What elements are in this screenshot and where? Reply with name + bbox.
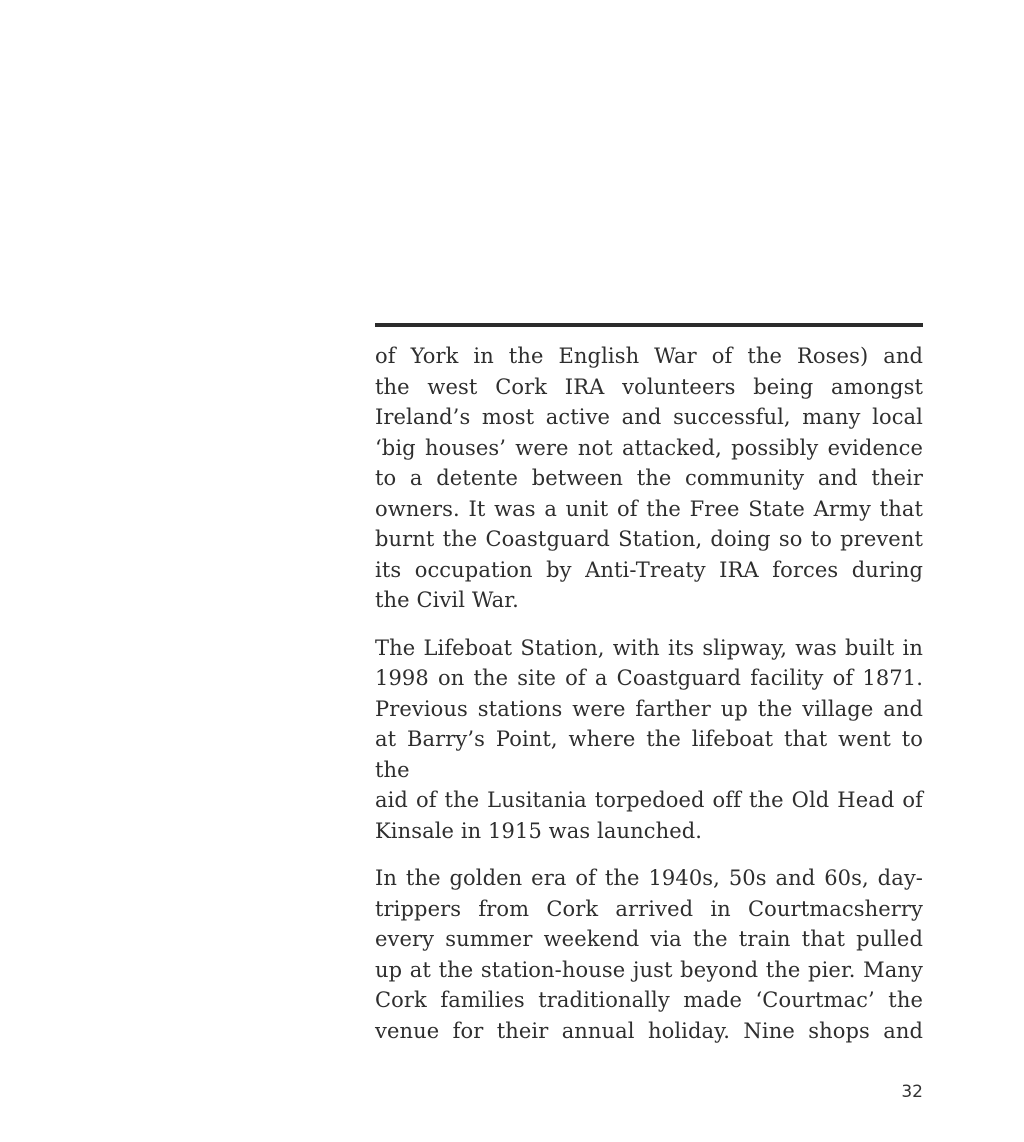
text-line: of York in the English War of the Roses) and: [375, 344, 923, 368]
text-line: trippers from Cork arrived in Courtmacsherry: [375, 896, 923, 921]
text-line: venue for their annual holiday. Nine shops and: [375, 1018, 923, 1043]
text-line: aid of the Lusitania torpedoed off the Old Head of: [375, 788, 923, 812]
text-line: to a detente between the community and their: [375, 466, 923, 490]
text-line: The Lifeboat Station, with its slipway, was built in: [375, 635, 923, 660]
text-line: Cork families traditionally made ‘Courtmac’ the: [375, 988, 923, 1012]
text-line: In the golden era of the 1940s, 50s and 60s, day-: [375, 866, 923, 890]
text-line: Previous stations were farther up the village and: [375, 696, 923, 721]
text-line: ‘big houses’ were not attacked, possibly evidence: [375, 435, 923, 460]
text-line: up at the station-house just beyond the pier. Many: [375, 957, 923, 982]
text-line: Kinsale in 1915 was launched.: [375, 818, 703, 843]
section-divider-rule: [375, 323, 923, 327]
paragraph: [375, 633, 923, 847]
text-line: Ireland’s most active and successful, many local: [375, 405, 923, 429]
text-line: every summer weekend via the train that pulled: [375, 927, 923, 951]
text-line: 1998 on the site of a Coastguard facility of 1871.: [375, 666, 923, 690]
text-line: burnt the Coastguard Station, doing so to prevent: [375, 527, 923, 551]
text-line: the Civil War.: [375, 588, 519, 612]
page-text-column: [375, 323, 923, 1046]
text-line: owners. It was a unit of the Free State Army that: [375, 496, 923, 521]
text-line: the west Cork IRA volunteers being amongst: [375, 374, 923, 399]
page-number: 32: [901, 1082, 923, 1102]
paragraph: [375, 863, 923, 1046]
text-line: its occupation by Anti-Treaty IRA forces during: [375, 557, 923, 582]
paragraph: [375, 341, 923, 616]
text-line: at Barry’s Point, where the lifeboat that went to the: [375, 727, 923, 782]
